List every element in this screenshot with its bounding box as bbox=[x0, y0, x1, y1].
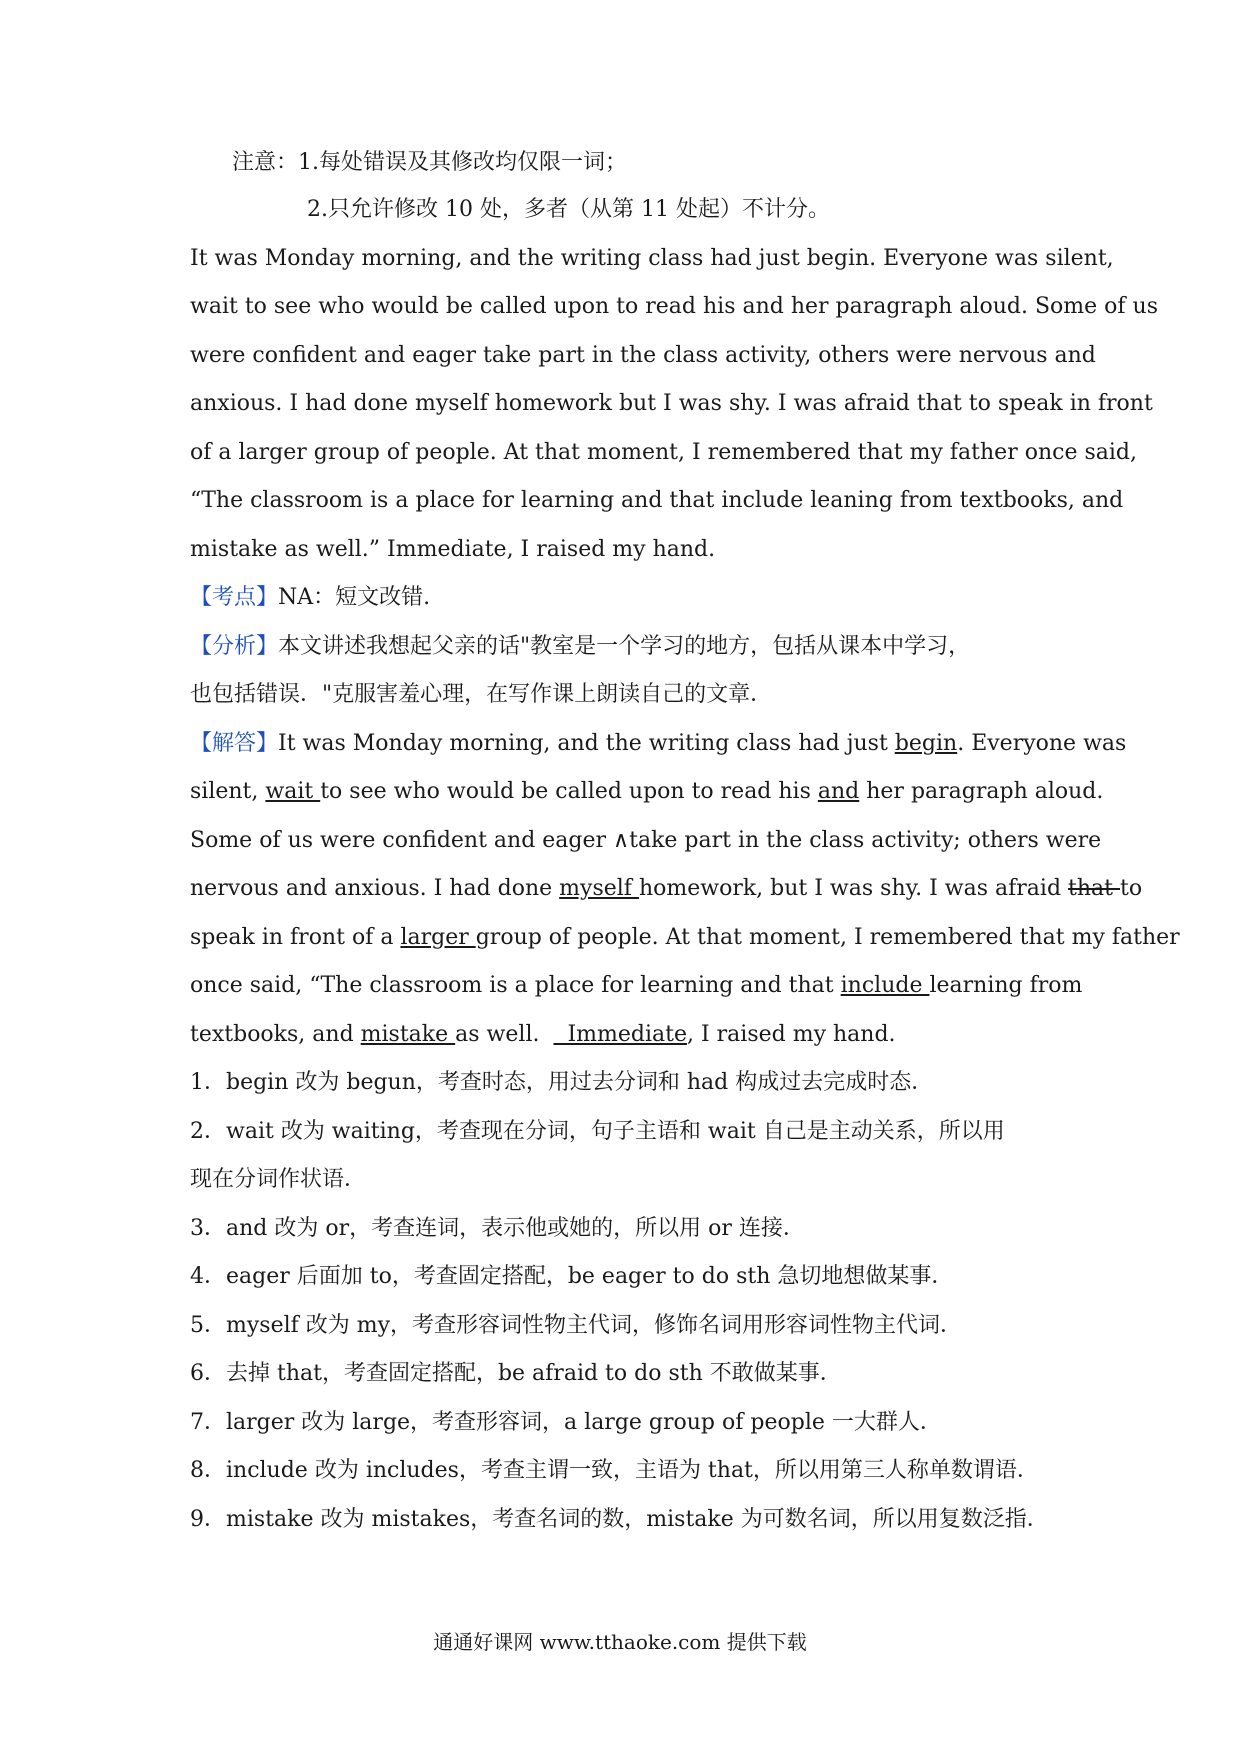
error-mark: Immediate bbox=[553, 1022, 687, 1047]
kaodian-line bbox=[190, 583, 1060, 613]
answer-item: 3．and 改为 or，考查连词，表示他或她的，所以用 or 连接． bbox=[190, 1216, 805, 1241]
fenxi-line-1 bbox=[190, 632, 1060, 662]
passage-line: It was Monday morning, and the writing class had just begin. Everyone was silent, bbox=[190, 246, 1114, 271]
error-mark: include bbox=[840, 973, 930, 998]
passage-line: wait to see who would be called upon to read his and her paragraph aloud. Some of us bbox=[190, 294, 1158, 319]
note-line-2: 2.只允许修改 10 处，多者（从第 11 处起）不计分。 bbox=[307, 197, 830, 222]
error-mark: mistake bbox=[360, 1022, 456, 1047]
jieda-text: learning from bbox=[929, 973, 1083, 998]
jieda-text: nervous and anxious. I had done bbox=[190, 876, 560, 901]
kaodian-tag: 【考点】 bbox=[190, 585, 279, 610]
deleted-word: that bbox=[1068, 876, 1120, 901]
jieda-text: silent, bbox=[190, 779, 266, 804]
jieda-tag: 【解答】 bbox=[190, 731, 279, 756]
jieda-text: her paragraph aloud. bbox=[859, 779, 1104, 804]
jieda-line-4 bbox=[190, 874, 1143, 904]
kaodian-text: NA：短文改错. bbox=[278, 585, 431, 610]
jieda-line-1 bbox=[190, 729, 1127, 759]
jieda-text: to bbox=[1120, 876, 1143, 901]
jieda-text: It was Monday morning, and the writing class had just bbox=[278, 731, 895, 756]
answer-item: 7．larger 改为 large，考查形容词，a large group of people 一大群人． bbox=[190, 1410, 942, 1435]
jieda-text: as well. bbox=[455, 1022, 554, 1047]
jieda-line-2 bbox=[190, 777, 1104, 807]
jieda-text: to see who would be called upon to read his bbox=[320, 779, 818, 804]
passage-line: of a larger group of people. At that moment, I remembered that my father once said, bbox=[190, 440, 1137, 465]
answer-item: 9．mistake 改为 mistakes，考查名词的数，mistake 为可数名词，所以用复数泛指． bbox=[190, 1507, 1049, 1532]
answer-item: 6．去掉 that，考查固定搭配，be afraid to do sth 不敢做某事． bbox=[190, 1361, 842, 1386]
page-footer: 通通好课网 www.tthaoke.com 提供下载 bbox=[433, 1630, 807, 1654]
fenxi-text-1: 本文讲述我想起父亲的话"教室是一个学习的地方，包括从课本中学习， bbox=[278, 634, 971, 659]
answer-item: 4．eager 后面加 to，考查固定搭配，be eager to do sth 急切地想做某事． bbox=[190, 1264, 954, 1289]
error-mark: myself bbox=[559, 876, 639, 901]
jieda-text: group of people. At that moment, I remembered that my father bbox=[475, 925, 1180, 950]
error-mark: wait bbox=[265, 779, 321, 804]
passage-line: anxious. I had done myself homework but I was shy. I was afraid that to speak in front bbox=[190, 391, 1153, 416]
error-mark: larger bbox=[400, 925, 476, 950]
passage-line: “The classroom is a place for learning and that include leaning from textbooks, and bbox=[190, 488, 1124, 513]
answer-item: 1．begin 改为 begun，考查时态，用过去分词和 had 构成过去完成时态． bbox=[190, 1070, 934, 1095]
passage-line: mistake as well.” Immediate, I raised my hand. bbox=[190, 537, 716, 562]
answer-item: 2．wait 改为 waiting，考查现在分词，句子主语和 wait 自己是主动关系，所以用 bbox=[190, 1119, 1005, 1144]
error-mark: begin bbox=[894, 731, 958, 756]
jieda-line-7 bbox=[190, 1020, 1060, 1050]
answer-item: 现在分词作状语． bbox=[190, 1167, 367, 1192]
jieda-line-6 bbox=[190, 971, 1083, 1001]
answer-item: 5．myself 改为 my，考查形容词性物主代词，修饰名词用形容词性物主代词． bbox=[190, 1313, 963, 1338]
error-mark: and bbox=[817, 779, 860, 804]
jieda-line-3: Some of us were confident and eager ∧take part in the class activity; others were bbox=[190, 828, 1102, 853]
jieda-text: speak in front of a bbox=[190, 925, 401, 950]
jieda-text: textbooks, and bbox=[190, 1022, 361, 1047]
jieda-text: . Everyone was bbox=[957, 731, 1127, 756]
jieda-text: once said, “The classroom is a place for learning and that bbox=[190, 973, 841, 998]
fenxi-tag: 【分析】 bbox=[190, 634, 279, 659]
jieda-line-5 bbox=[190, 923, 1180, 953]
passage-line: were confident and eager take part in the class activity, others were nervous and bbox=[190, 343, 1096, 368]
jieda-text: , I raised my hand. bbox=[686, 1022, 896, 1047]
note-line-1: 注意：1.每处错误及其修改均仅限一词； bbox=[232, 150, 627, 175]
jieda-text: homework, but I was shy. I was afraid bbox=[638, 876, 1069, 901]
fenxi-line-2: 也包括错误．"克服害羞心理，在写作课上朗读自己的文章． bbox=[190, 682, 773, 707]
answer-item: 8．include 改为 includes，考查主谓一致，主语为 that，所以用第三人称单数谓语． bbox=[190, 1458, 1039, 1483]
